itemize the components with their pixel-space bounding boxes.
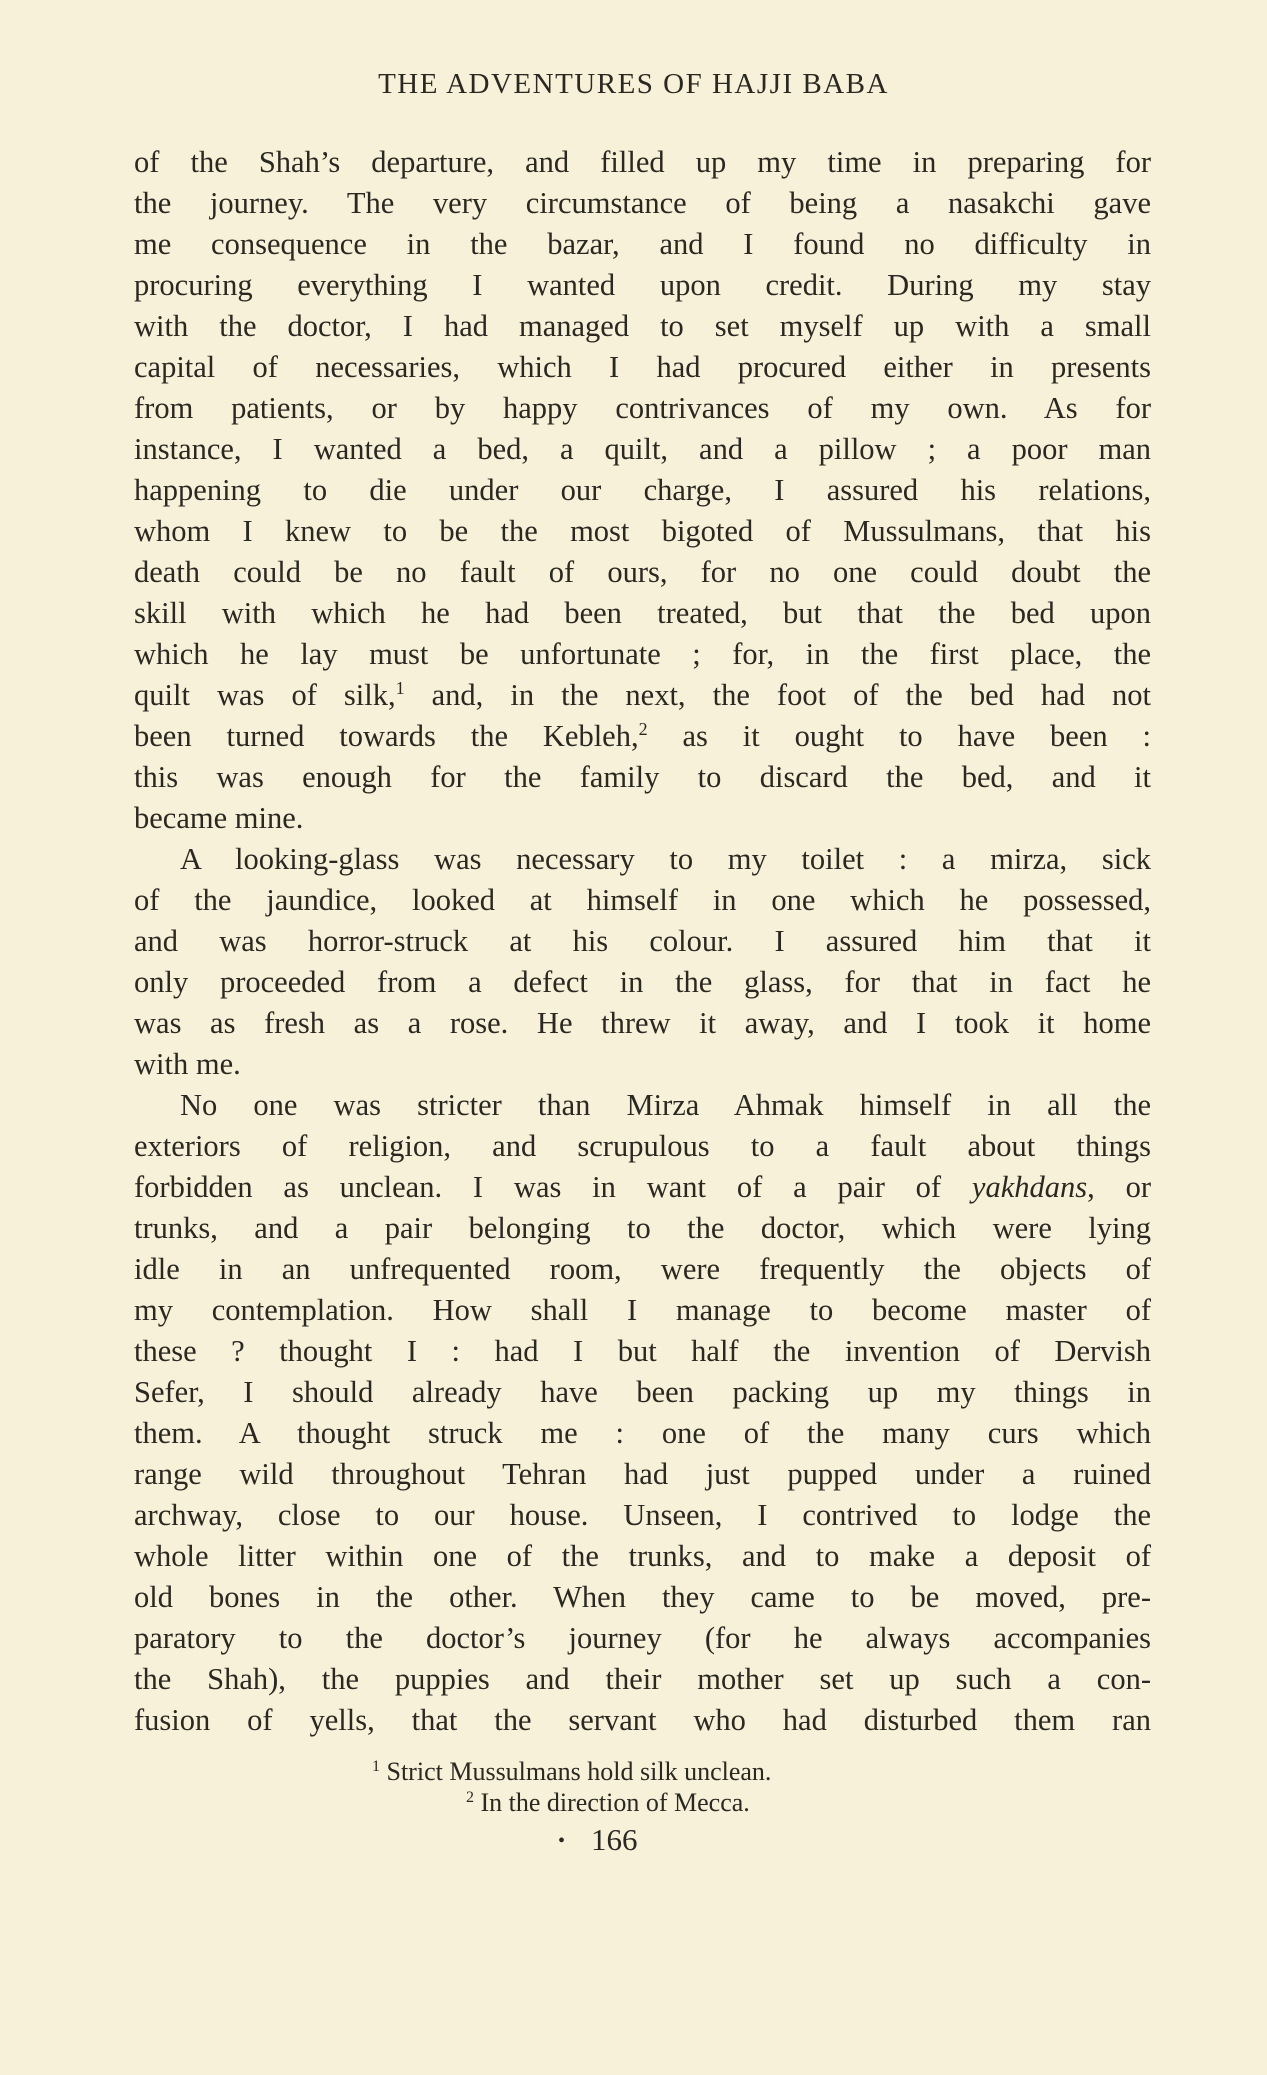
text-line: [134, 1331, 1151, 1372]
text-line: [134, 1126, 1151, 1167]
text-segment: A looking-glass was necessary to my toilet : a mirza, sick: [180, 842, 1151, 876]
text-line: [134, 1085, 1151, 1126]
footnote-2: [466, 1788, 750, 1818]
text-segment: forbidden as unclean. I was in want of a pair of: [134, 1170, 972, 1204]
text-segment: them. A thought struck me : one of the many curs which: [134, 1416, 1151, 1450]
text-segment: been turned towards the Kebleh,: [134, 719, 639, 753]
footnote-reference: 1: [395, 678, 405, 698]
text-line: [134, 716, 1151, 757]
footnote-mark: 1: [372, 1758, 380, 1775]
text-line: [134, 388, 1151, 429]
text-segment: capital of necessaries, which I had procured either in presents: [134, 350, 1151, 384]
text-segment: this was enough for the family to discard the bed, and it: [134, 760, 1151, 794]
text-line: [134, 798, 1151, 839]
text-segment: from patients, or by happy contrivances of my own. As for: [134, 391, 1151, 425]
text-segment: became mine.: [134, 801, 304, 835]
text-line: [134, 1495, 1151, 1536]
text-segment: procuring everything I wanted upon credit. During my stay: [134, 268, 1151, 302]
text-segment: quilt was of silk,: [134, 678, 396, 712]
text-line: [134, 470, 1151, 511]
text-line: [134, 634, 1151, 675]
paragraph: [134, 839, 1151, 1085]
dot-mark: •: [558, 1830, 566, 1852]
text-line: [134, 1618, 1151, 1659]
text-segment: No one was stricter than Mirza Ahmak himself in all the: [180, 1088, 1151, 1122]
text-segment: and, in the next, the foot of the bed had not: [404, 678, 1151, 712]
text-line: [134, 962, 1151, 1003]
footnote-text: Strict Mussulmans hold silk unclean.: [386, 1757, 772, 1786]
paragraph: [134, 1085, 1151, 1741]
text-segment: old bones in the other. When they came to be moved, pre-: [134, 1580, 1151, 1614]
text-line: [134, 265, 1151, 306]
text-line: [134, 224, 1151, 265]
text-line: [134, 1044, 1151, 1085]
text-line: [134, 1372, 1151, 1413]
text-line: [134, 1249, 1151, 1290]
text-segment: exteriors of religion, and scrupulous to a fault about things: [134, 1129, 1151, 1163]
text-line: [134, 921, 1151, 962]
text-segment: paratory to the doctor’s journey (for he always accompanies: [134, 1621, 1151, 1655]
footnote-mark: 2: [466, 1789, 474, 1806]
footnote-text: In the direction of Mecca.: [480, 1788, 750, 1817]
text-segment: Sefer, I should already have been packing up my things in: [134, 1375, 1151, 1409]
text-line: [134, 347, 1151, 388]
text-segment: and was horror-struck at his colour. I assured him that it: [134, 924, 1151, 958]
body-text: [134, 142, 1151, 1741]
text-segment: with the doctor, I had managed to set myself up with a small: [134, 309, 1151, 343]
text-line: [134, 511, 1151, 552]
text-segment: idle in an unfrequented room, were frequently the objects of: [134, 1252, 1151, 1286]
text-segment: whom I knew to be the most bigoted of Mussulmans, that his: [134, 514, 1151, 548]
text-line: [134, 1536, 1151, 1577]
text-line: [134, 1290, 1151, 1331]
text-segment: as it ought to have been :: [647, 719, 1151, 753]
text-line: [134, 675, 1151, 716]
text-line: [134, 757, 1151, 798]
text-line: [134, 1167, 1151, 1208]
text-segment: me consequence in the bazar, and I found no difficulty in: [134, 227, 1151, 261]
text-line: [134, 1413, 1151, 1454]
text-line: [134, 429, 1151, 470]
text-segment: these ? thought I : had I but half the invention of Dervish: [134, 1334, 1151, 1368]
italic-term: yakhdans: [971, 1170, 1088, 1204]
text-segment: range wild throughout Tehran had just pupped under a ruined: [134, 1457, 1151, 1491]
text-segment: of the jaundice, looked at himself in one which he possessed,: [134, 883, 1151, 917]
footnote-1: [372, 1757, 771, 1787]
text-line: [134, 183, 1151, 224]
text-segment: the Shah), the puppies and their mother set up such a con-: [134, 1662, 1151, 1696]
text-segment: happening to die under our charge, I assured his relations,: [134, 473, 1151, 507]
text-line: [134, 880, 1151, 921]
text-line: [134, 593, 1151, 634]
text-line: [134, 1454, 1151, 1495]
text-line: [134, 839, 1151, 880]
text-segment: my contemplation. How shall I manage to become master of: [134, 1293, 1151, 1327]
text-segment: whole litter within one of the trunks, and to make a deposit of: [134, 1539, 1151, 1573]
text-segment: with me.: [134, 1047, 241, 1081]
text-segment: death could be no fault of ours, for no one could doubt the: [134, 555, 1151, 589]
text-segment: , or: [1087, 1170, 1151, 1204]
text-line: [134, 552, 1151, 593]
text-segment: trunks, and a pair belonging to the doctor, which were lying: [134, 1211, 1151, 1245]
text-line: [134, 1577, 1151, 1618]
text-line: [134, 306, 1151, 347]
page-number: [558, 1822, 638, 1858]
text-line: [134, 1700, 1151, 1741]
text-line: [134, 142, 1151, 183]
text-line: [134, 1208, 1151, 1249]
text-segment: of the Shah’s departure, and filled up my time in preparing for: [134, 145, 1151, 179]
text-segment: archway, close to our house. Unseen, I contrived to lodge the: [134, 1498, 1151, 1532]
text-segment: skill with which he had been treated, but that the bed upon: [134, 596, 1151, 630]
text-segment: which he lay must be unfortunate ; for, in the first place, the: [134, 637, 1151, 671]
paragraph: [134, 142, 1151, 839]
text-line: [134, 1659, 1151, 1700]
running-head: THE ADVENTURES OF HAJJI BABA: [378, 68, 889, 100]
text-segment: fusion of yells, that the servant who had disturbed them ran: [134, 1703, 1151, 1737]
text-line: [134, 1003, 1151, 1044]
footnote-reference: 2: [638, 719, 648, 739]
text-segment: instance, I wanted a bed, a quilt, and a pillow ; a poor man: [134, 432, 1151, 466]
text-segment: the journey. The very circumstance of being a nasakchi gave: [134, 186, 1151, 220]
text-segment: only proceeded from a defect in the glass, for that in fact he: [134, 965, 1151, 999]
text-segment: was as fresh as a rose. He threw it away, and I took it home: [134, 1006, 1151, 1040]
page-number-text: 166: [591, 1822, 638, 1857]
